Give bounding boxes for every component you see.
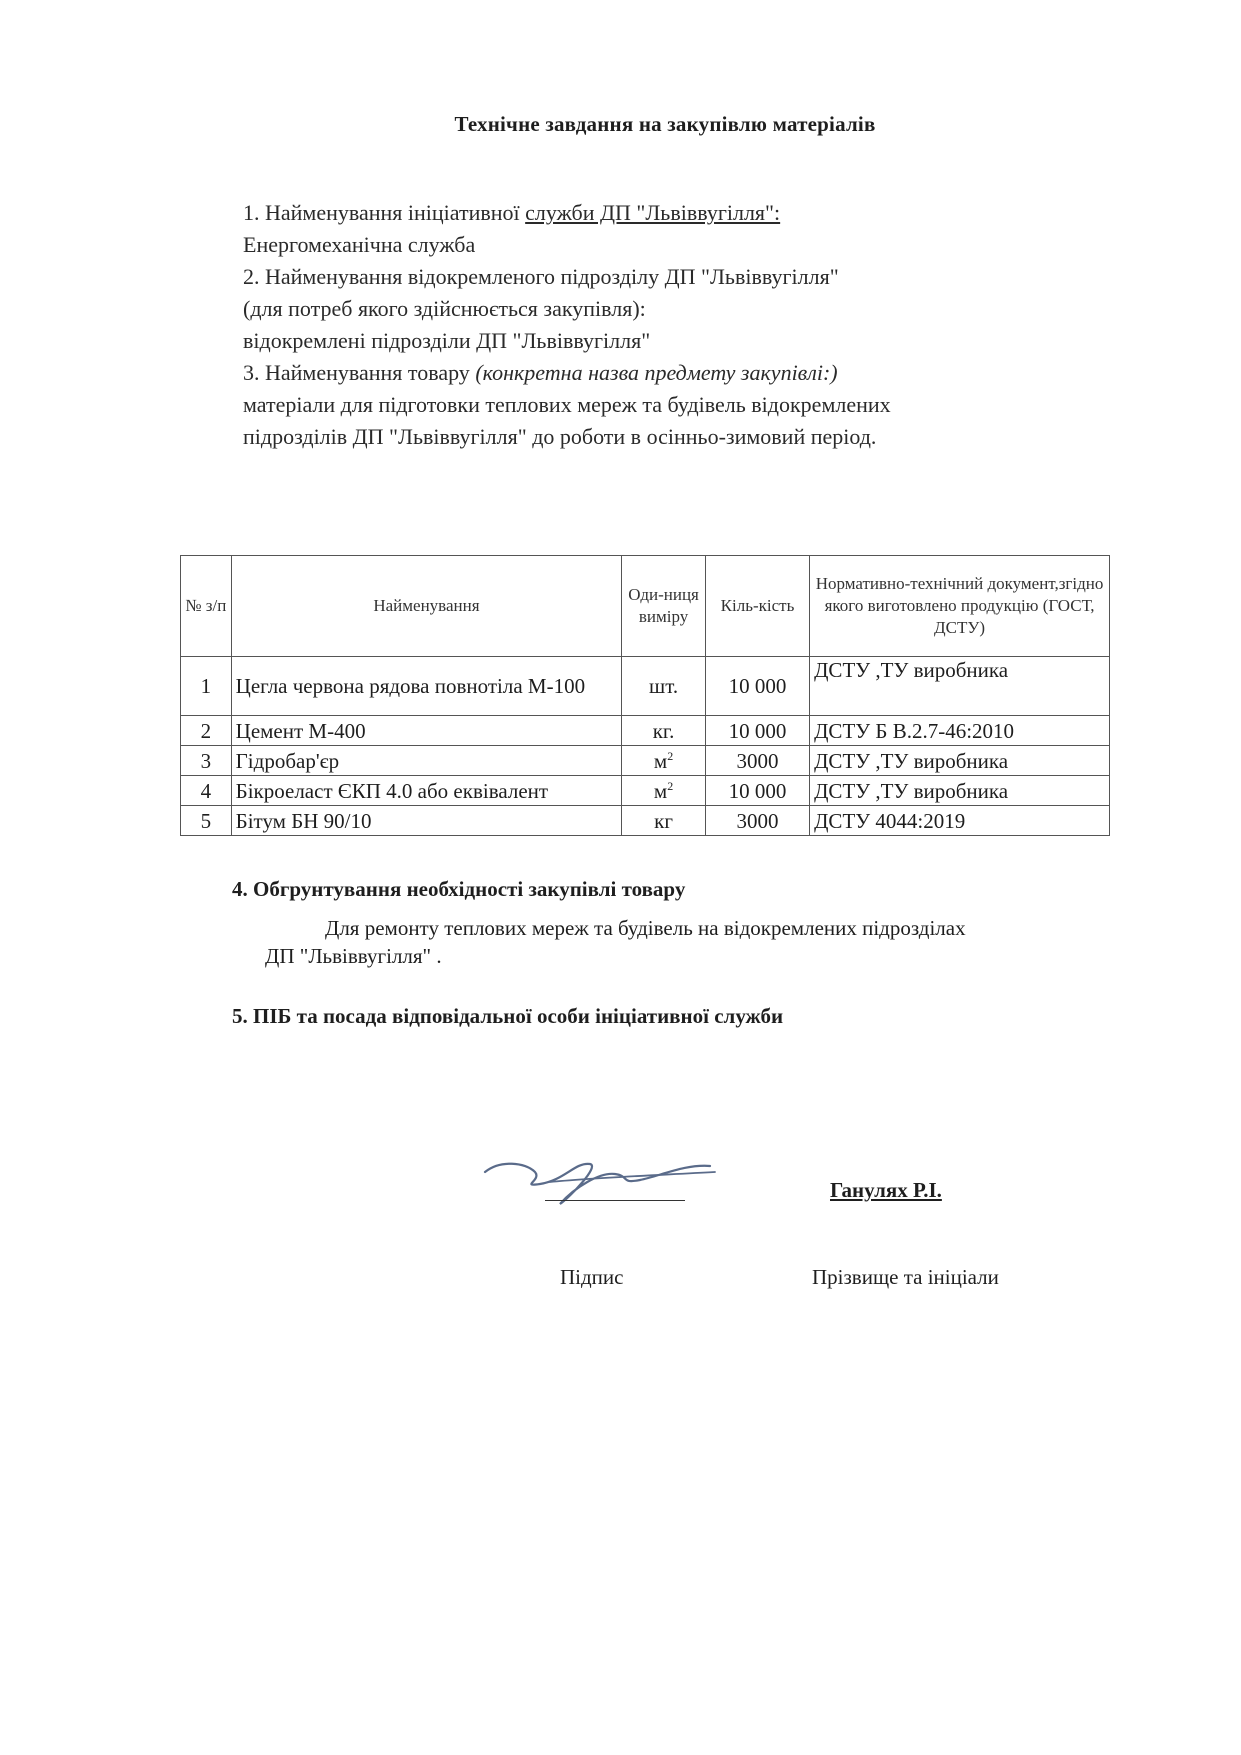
table-row	[181, 716, 1110, 746]
cell-doc: ДСТУ ,ТУ виробника	[810, 776, 1110, 806]
cell-unit	[622, 746, 706, 776]
table-row	[181, 776, 1110, 806]
intro-line-2: Енергомеханічна служба	[243, 232, 476, 257]
cell-num: 3	[181, 746, 232, 776]
table-row	[181, 657, 1110, 716]
signer-name: Ганулях Р.І.	[830, 1178, 942, 1202]
table-header-row	[181, 556, 1110, 657]
signature-line	[545, 1200, 685, 1201]
unit-superscript: 2	[667, 778, 674, 793]
cell-num: 2	[181, 716, 232, 746]
intro-line-5: відокремлені підрозділи ДП "Львіввугілля"	[243, 328, 651, 353]
cell-num: 5	[181, 806, 232, 836]
cell-name: Цегла червона рядова повнотіла М-100	[231, 657, 622, 716]
cell-doc: ДСТУ ,ТУ виробника	[810, 746, 1110, 776]
header-num: № з/п	[181, 556, 232, 657]
cell-unit: шт.	[622, 657, 706, 716]
intro-line-1	[243, 197, 1143, 229]
cell-qty: 10 000	[705, 776, 809, 806]
section-4-heading: 4. Обгрунтування необхідності закупівлі товару	[232, 877, 686, 901]
section-4-text-line-2: ДП "Львіввугілля" .	[265, 944, 442, 968]
unit-text: м	[653, 778, 668, 803]
cell-qty: 3000	[705, 746, 809, 776]
s1-underlined: служби ДП "Львіввугілля":	[525, 200, 781, 225]
section-4-text-line-1: Для ремонту теплових мереж та будівель на відокремлених підрозділах	[325, 916, 966, 940]
cell-name: Гідробар'єр	[231, 746, 622, 776]
name-label: Прізвище та ініціали	[812, 1265, 999, 1289]
header-doc: Нормативно-технічний документ,згідно якого виготовлено продукцію (ГОСТ, ДСТУ)	[810, 556, 1110, 657]
s3-label: 3. Найменування товару	[243, 360, 476, 385]
intro-line-8: підрозділів ДП "Львіввугілля" до роботи в осінньо-зимовий період.	[243, 424, 877, 449]
intro-line-3: 2. Найменування відокремленого підрозділу ДП "Львіввугілля"	[243, 264, 839, 289]
intro-line-4: (для потреб якого здійснюється закупівля):	[243, 296, 646, 321]
handwritten-signature	[480, 1142, 720, 1212]
intro-line-7: матеріали для підготовки теплових мереж та будівель відокремлених	[243, 392, 891, 417]
cell-unit	[622, 776, 706, 806]
cell-qty: 3000	[705, 806, 809, 836]
document-title: Технічне завдання на закупівлю матеріалів	[454, 112, 876, 136]
unit-text: м	[653, 748, 668, 773]
intro-section	[243, 197, 1143, 453]
materials-table	[180, 555, 1110, 836]
section-5-heading: 5. ПІБ та посада відповідальної особи ініціативної служби	[232, 1004, 784, 1028]
cell-num: 4	[181, 776, 232, 806]
s1-prefix: 1. Найменування ініціативної	[243, 200, 526, 225]
cell-qty: 10 000	[705, 657, 809, 716]
cell-name: Бітум БН 90/10	[231, 806, 622, 836]
cell-doc: ДСТУ 4044:2019	[810, 806, 1110, 836]
cell-unit: кг	[622, 806, 706, 836]
cell-name: Бікроеласт ЄКП 4.0 або еквівалент	[231, 776, 622, 806]
cell-qty: 10 000	[705, 716, 809, 746]
s3-note: (конкретна назва предмету закупівлі:)	[475, 360, 838, 385]
intro-line-6	[243, 357, 1143, 389]
table-row	[181, 806, 1110, 836]
header-name: Найменування	[231, 556, 622, 657]
unit-superscript: 2	[667, 748, 674, 763]
cell-doc: ДСТУ Б В.2.7-46:2010	[810, 716, 1110, 746]
cell-doc: ДСТУ ,ТУ виробника	[810, 657, 1110, 716]
cell-unit: кг.	[622, 716, 706, 746]
signature-label: Підпис	[560, 1265, 624, 1289]
table-row	[181, 746, 1110, 776]
cell-num: 1	[181, 657, 232, 716]
header-qty: Кіль-кість	[705, 556, 809, 657]
header-unit: Оди-ниця виміру	[622, 556, 706, 657]
cell-name: Цемент М-400	[231, 716, 622, 746]
